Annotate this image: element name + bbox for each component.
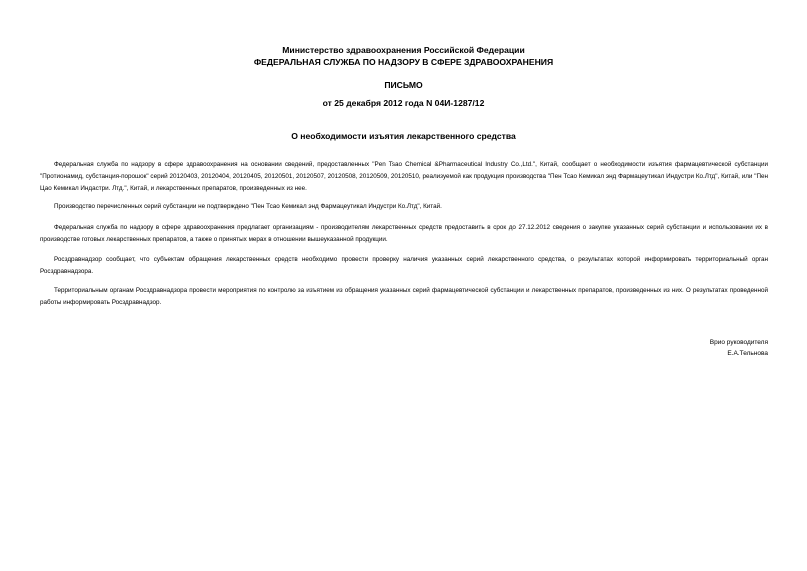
paragraph-5: Территориальным органам Росздравнадзора провести мероприятия по контролю за изъятием из обращения указанных серий фармацевтической субстанции и лекарственных препаратов, произведенных из них. О результатах проведенной работы информировать Росздравнадзор.	[40, 287, 768, 306]
paragraph-3: Федеральная служба по надзору в сфере здравоохранения предлагает организациям - производителям лекарственных средств предоставить в срок до 27.12.2012 сведения о закупке указанных серий субстанции и использовании их в производстве готовых лекарственных препаратов, а также о принятых мерах в отношении вышеуказанной продукции.	[40, 224, 768, 243]
paragraph-1: Федеральная служба по надзору в сфере здравоохранения на основании сведений, предоставленных "Pen Tsao Chemical &Pharmaceutical Industry Co.,Ltd.", Китай, сообщает о необходимости изъятия фармацевтической субстанции "Протионамид, субстанция-порошок" серий 20120403, 20120404, 20120405, 20120501, 20120507, 20120508, 20120509, 20120510, реализуемой как продукция производства "Пен Тсао Кемикал энд Фармацеутикал Индустри Ко.Лтд", Китай, или "Пен Цао Кемикал Индастри. Лтд.", Китай, и лекарственных препаратов, произведенных из нее.	[40, 161, 768, 192]
ministry-name: Министерство здравоохранения Российской Федерации	[282, 45, 525, 55]
service-name: ФЕДЕРАЛЬНАЯ СЛУЖБА ПО НАДЗОРУ В СФЕРЕ ЗДРАВООХРАНЕНИЯ	[253, 57, 554, 67]
signature-position: Врио руководителя	[709, 339, 768, 346]
paragraph-2: Производство перечисленных серий субстанции не подтверждено "Пен Тсао Кемикал энд Фармацеутикал Индустри Ко.Лтд", Китай.	[54, 203, 442, 210]
document-subject: О необходимости изъятия лекарственного средства	[291, 131, 516, 141]
document-date-number: от 25 декабря 2012 года N 04И-1287/12	[322, 98, 485, 108]
paragraph-4: Росздравнадзор сообщает, что субъектам обращения лекарственных средств необходимо провести проверку наличия указанных серий лекарственного средства, о результатах которой информировать территориальный орган Росздравнадзора.	[40, 256, 768, 275]
signature-name: Е.А.Тельнова	[727, 350, 768, 357]
document-type: ПИСЬМО	[384, 80, 423, 90]
